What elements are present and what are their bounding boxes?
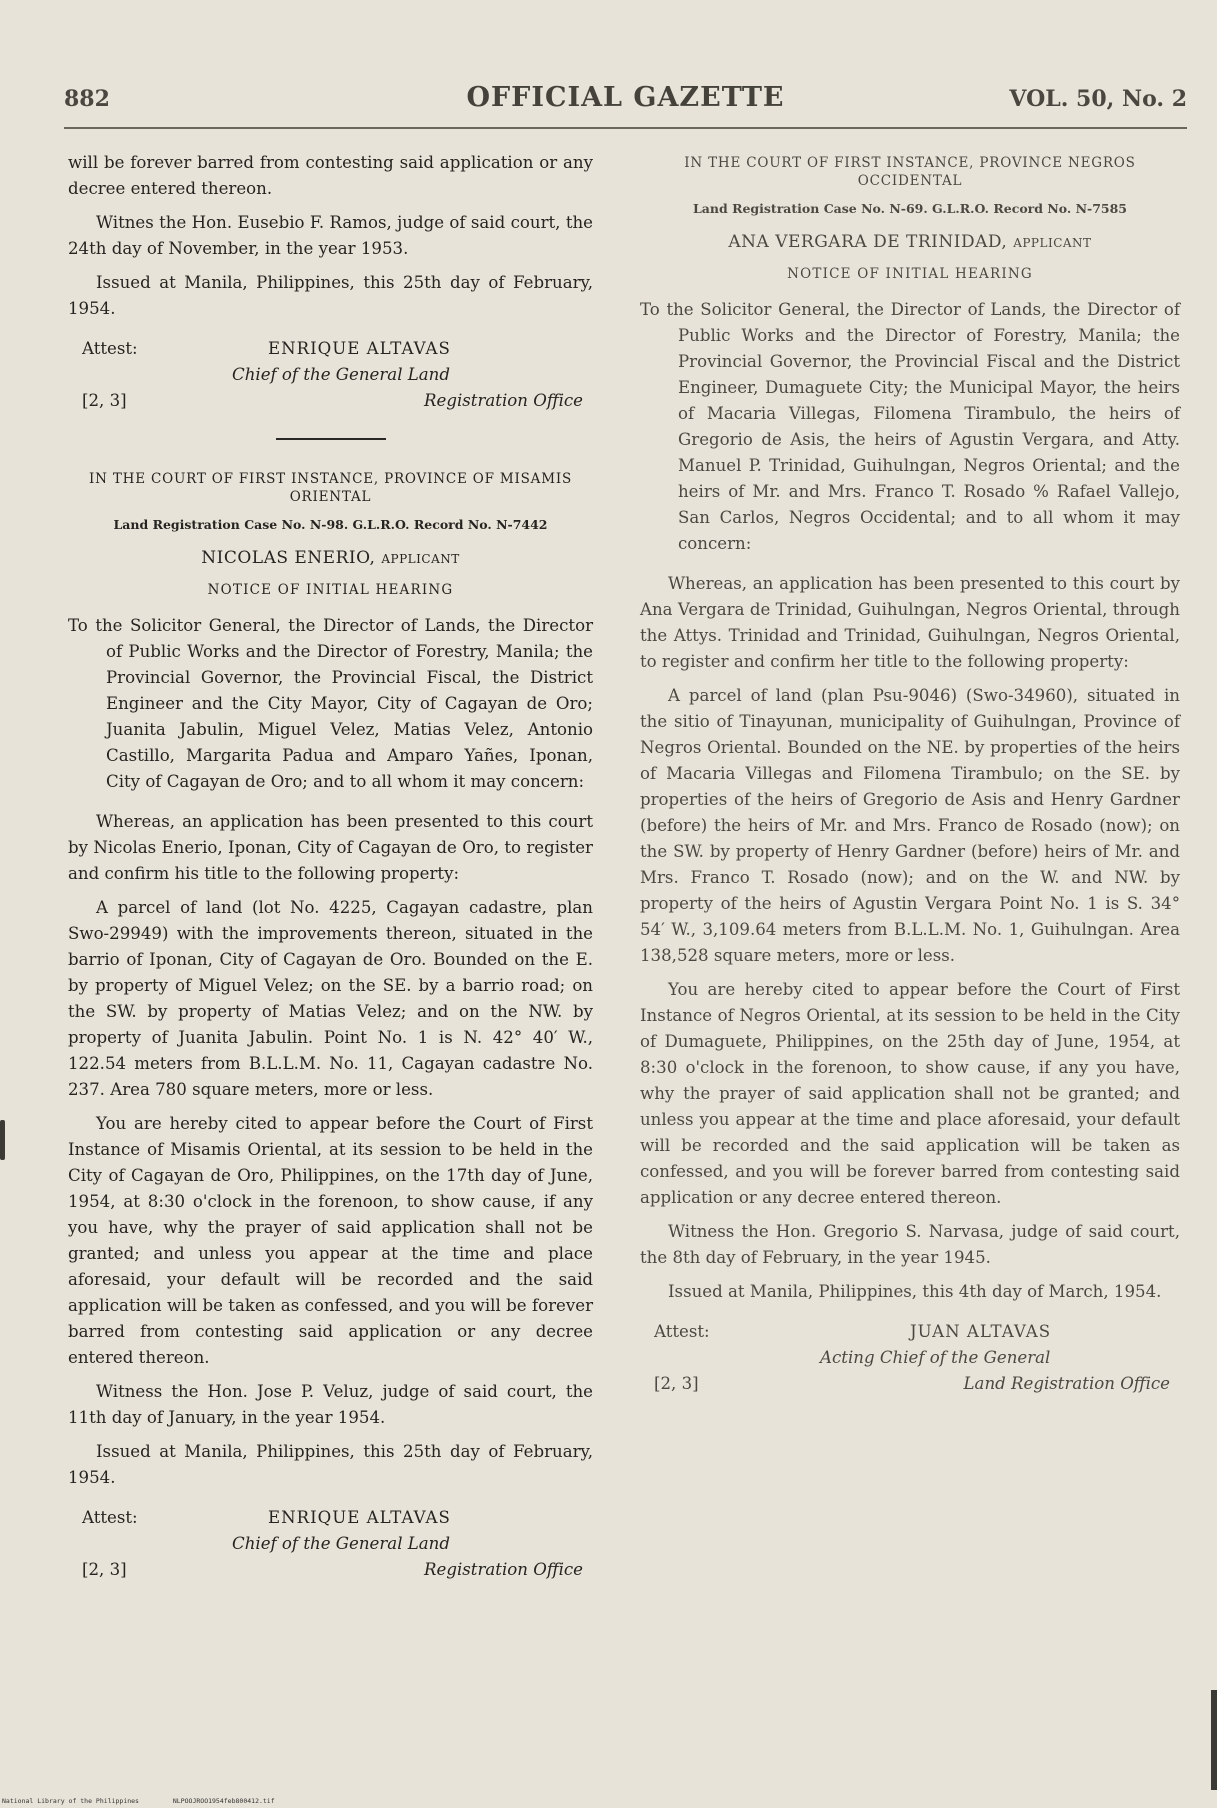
- right-column: [640, 150, 1180, 1405]
- continued-paragraph: will be forever barred from contesting said application or any decree entered thereon.: [68, 153, 593, 198]
- witness-paragraph: Witness the Hon. Jose P. Veluz, judge of said court, the 11th day of January, in the year 1954.: [68, 1382, 593, 1427]
- issued-paragraph: Issued at Manila, Philippines, this 25th day of February, 1954.: [68, 273, 593, 318]
- issue-reference: [2, 3]: [82, 1560, 127, 1579]
- addressees-paragraph: To the Solicitor General, the Director of Lands, the Director of Public Works and the Director of Forestry, Manila; the Provincial Governor, the Provincial Fiscal and the District Engineer, Dumaguete City; the Municipal Mayor, the heirs of Macaria Villegas, Filomena Tirambulo, the heirs of Gregorio de Asis, the heirs of Agustin Vergara, and Atty. Manuel P. Trinidad, Guihulngan, Negros Oriental; and the heirs of Mr. and Mrs. Franco T. Rosado % Rafael Vallejo, San Carlos, Negros Occidental; and to all whom it may concern:: [640, 300, 1180, 553]
- library-credit: National Library of the Philippines: [2, 1797, 139, 1805]
- applicant-name: ANA VERGARA DE TRINIDAD, applicant: [728, 232, 1092, 252]
- attest-title-line2: Registration Office: [424, 391, 583, 410]
- attest-name: ENRIQUE ALTAVAS: [268, 339, 451, 358]
- whereas-paragraph: Whereas, an application has been presented to this court by Ana Vergara de Trinidad, Guihulngan, Negros Oriental, through the Attys. Trinidad and Trinidad, Guihulngan, Negros Oriental, to register and confirm her title to the following property:: [640, 574, 1180, 671]
- attest-label: Attest:: [654, 1322, 710, 1341]
- citation-paragraph: You are hereby cited to appear before the Court of First Instance of Misamis Oriental, at its session to be held in the City of Cagayan de Oro, Philippines, on the 17th day of June, 1954, at 8:30 o'clock in the forenoon, to show cause, if any you have, why the prayer of said application shall not be granted; and unless you appear at the time and place aforesaid, your default will be recorded and the said application will be taken as confessed, and you will be forever barred from contesting said application or any decree entered thereon.: [68, 1114, 593, 1367]
- scan-footer: [2, 1797, 305, 1805]
- notice-title: NOTICE OF INITIAL HEARING: [207, 582, 454, 598]
- citation-paragraph: You are hereby cited to appear before the Court of First Instance of Negros Oriental, at its session to be held in the City of Dumaguete, Philippines, on the 25th day of June, 1954, at 8:30 o'clock in the forenoon, to show cause, if any you have, why the prayer of said application shall not be granted; and unless you appear at the time and place aforesaid, your default will be recorded and the said application will be taken as confessed, and you will be forever barred from contesting said application or any decree entered thereon.: [640, 980, 1180, 1207]
- whereas-paragraph: Whereas, an application has been presented to this court by Nicolas Enerio, Iponan, City of Cagayan de Oro, to register and confirm his title to the following property:: [68, 812, 593, 883]
- addressees-paragraph: To the Solicitor General, the Director of Lands, the Director of Public Works and the Director of Forestry, Manila; the Provincial Governor, the Provincial Fiscal, the District Engineer and the City Mayor, City of Cagayan de Oro; Juanita Jabulin, Miguel Velez, Matias Velez, Antonio Castillo, Margarita Padua and Amparo Yañes, Iponan, City of Cagayan de Oro; and to all whom it may concern:: [68, 616, 593, 791]
- scan-filename: NLPOOJROO1954feb800412.tif: [172, 1797, 275, 1805]
- attest-title-line2: Land Registration Office: [963, 1374, 1170, 1393]
- court-heading: IN THE COURT OF FIRST INSTANCE, PROVINCE NEGROS OCCIDENTAL: [684, 155, 1136, 189]
- header-rule: [64, 127, 1187, 129]
- attest-name: JUAN ALTAVAS: [910, 1322, 1052, 1341]
- scan-edge-mark: [0, 1120, 5, 1160]
- witness-paragraph: Witnes the Hon. Eusebio F. Ramos, judge of said court, the 24th day of November, in the year 1953.: [68, 213, 593, 258]
- issue-reference: [2, 3]: [82, 391, 127, 410]
- attest-name: ENRIQUE ALTAVAS: [268, 1508, 451, 1527]
- left-column: [68, 150, 593, 1591]
- attest-block: [640, 1319, 1180, 1399]
- volume-label: VOL. 50, No. 2: [1009, 86, 1187, 112]
- attest-label: Attest:: [82, 1508, 138, 1527]
- attest-block: [68, 336, 593, 416]
- attest-title-line1: Acting Chief of the General: [820, 1348, 1051, 1367]
- attest-title-line1: Chief of the General Land: [232, 365, 450, 384]
- court-heading: IN THE COURT OF FIRST INSTANCE, PROVINCE OF MISAMIS ORIENTAL: [88, 471, 572, 505]
- page-number: 882: [64, 86, 110, 112]
- attest-title-line2: Registration Office: [424, 1560, 583, 1579]
- applicant-name: NICOLAS ENERIO, applicant: [201, 548, 460, 568]
- section-separator: [276, 438, 386, 440]
- case-number: Land Registration Case No. N-69. G.L.R.O. Record No. N-7585: [693, 201, 1127, 216]
- attest-block: [68, 1505, 593, 1585]
- issue-reference: [2, 3]: [654, 1374, 699, 1393]
- issued-paragraph: Issued at Manila, Philippines, this 4th day of March, 1954.: [668, 1282, 1162, 1301]
- page-header: [64, 82, 1187, 122]
- publication-title: OFFICIAL GAZETTE: [466, 82, 785, 113]
- notice-title: NOTICE OF INITIAL HEARING: [787, 266, 1033, 282]
- attest-title-line1: Chief of the General Land: [232, 1534, 450, 1553]
- scan-edge-mark: [1211, 1690, 1217, 1790]
- attest-label: Attest:: [82, 339, 138, 358]
- parcel-description: A parcel of land (plan Psu-9046) (Swo-34960), situated in the sitio of Tinayunan, municipality of Guihulngan, Province of Negros Oriental. Bounded on the NE. by properties of the heirs of Macaria Villegas and Filomena Tirambulo; on the SE. by properties of the heirs of Gregorio de Asis and Henry Gardner (before) the heirs of Mr. and Mrs. Franco de Rosado (now); on the SW. by property of Henry Gardner (before) heirs of Mr. and Mrs. Franco T. Rosado (now); and on the W. and NW. by property of the heirs of Agustin Vergara Point No. 1 is S. 34° 54′ W., 3,109.64 meters from B.L.L.M. No. 1, Guihulngan. Area 138,528 square meters, more or less.: [640, 686, 1180, 965]
- parcel-description: A parcel of land (lot No. 4225, Cagayan cadastre, plan Swo-29949) with the improvements thereon, situated in the barrio of Iponan, City of Cagayan de Oro. Bounded on the E. by property of Miguel Velez; on the SE. by a barrio road; on the SW. by property of Matias Velez; and on the NW. by property of Juanita Jabulin. Point No. 1 is N. 42° 40′ W., 122.54 meters from B.L.L.M. No. 11, Cagayan cadastre No. 237. Area 780 square meters, more or less.: [68, 898, 593, 1099]
- case-number: Land Registration Case No. N-98. G.L.R.O. Record No. N-7442: [113, 517, 548, 532]
- issued-paragraph: Issued at Manila, Philippines, this 25th day of February, 1954.: [68, 1442, 593, 1487]
- witness-paragraph: Witness the Hon. Gregorio S. Narvasa, judge of said court, the 8th day of February, in the year 1945.: [640, 1222, 1180, 1267]
